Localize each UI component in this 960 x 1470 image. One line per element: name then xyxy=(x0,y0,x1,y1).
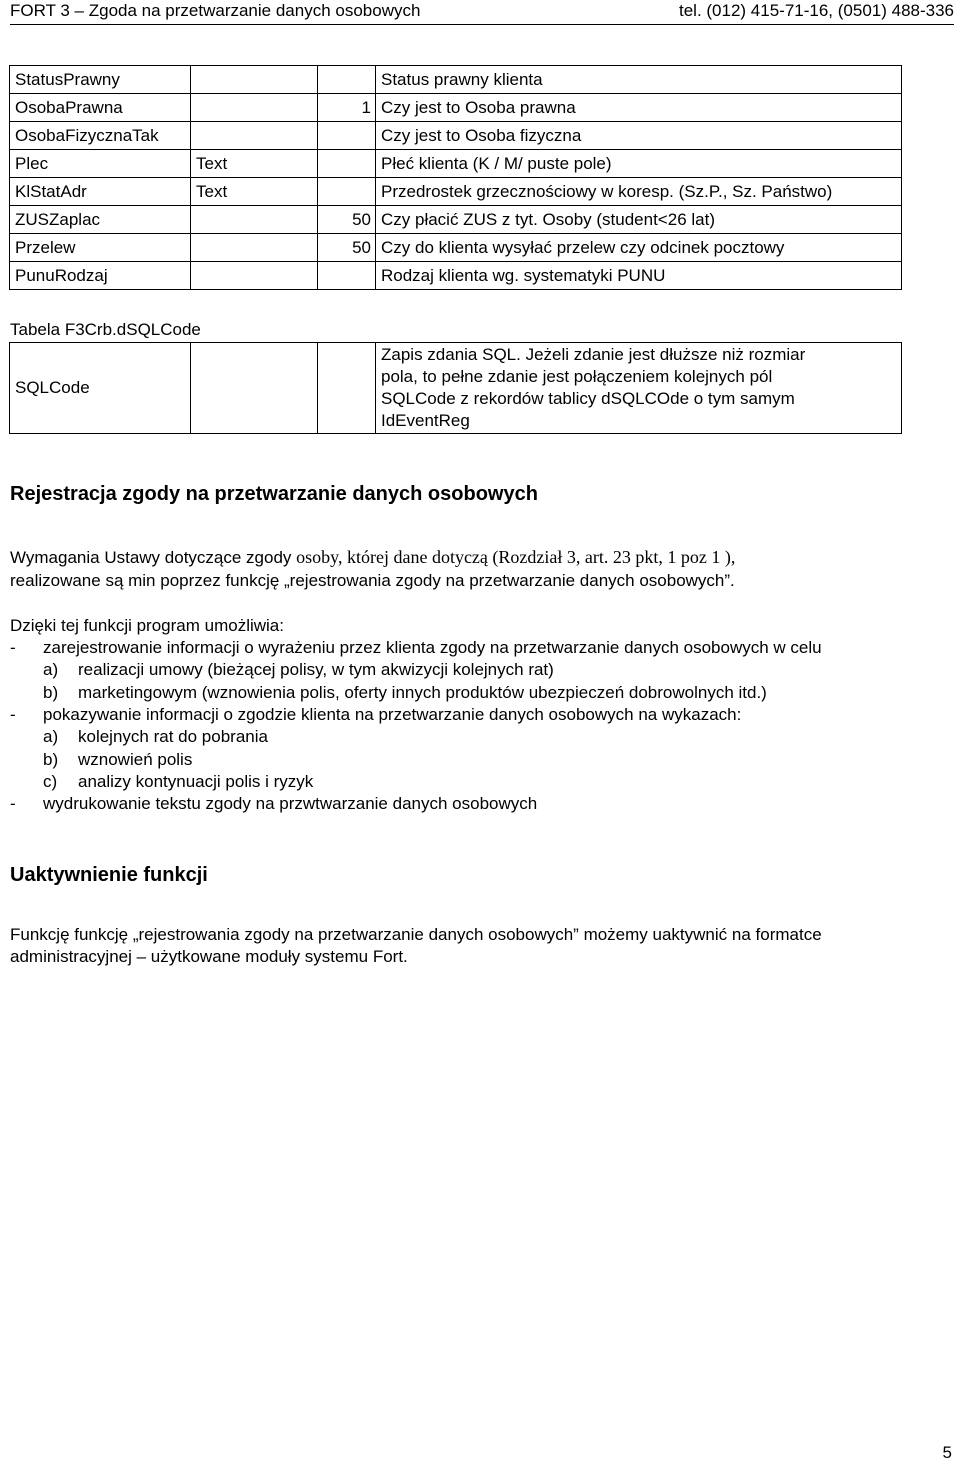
list-item-marker: - xyxy=(10,794,16,813)
field-type-cell xyxy=(191,122,318,150)
list-item-marker: b) xyxy=(43,750,59,769)
list-item-marker: b) xyxy=(43,683,59,702)
paragraph-text-serif: osoby, której dane dotyczą (Rozdział 3, art. 23 pkt, 1 poz 1 ), xyxy=(296,547,736,567)
list-item-marker: - xyxy=(10,638,16,657)
field-description-cell: Czy do klienta wysyłać przelew czy odcinek pocztowy xyxy=(376,234,902,262)
list-item: pokazywanie informacji o zgodzie klienta na przetwarzanie danych osobowych na wykazach: xyxy=(43,705,742,724)
field-name-cell: Przelew xyxy=(10,234,191,262)
field-description-cell: Czy płacić ZUS z tyt. Osoby (student<26 lat) xyxy=(376,206,902,234)
field-size-cell xyxy=(318,150,376,178)
field-name-cell: OsobaPrawna xyxy=(10,94,191,122)
sql-table-caption: Tabela F3Crb.dSQLCode xyxy=(10,320,201,339)
list-item: wznowień polis xyxy=(78,750,193,769)
list-item: zarejestrowanie informacji o wyrażeniu przez klienta zgody na przetwarzanie danych osobowych w celu xyxy=(43,638,822,657)
field-description-cell: Rodzaj klienta wg. systematyki PUNU xyxy=(376,262,902,290)
table-row xyxy=(10,94,902,122)
field-size-cell: 50 xyxy=(318,234,376,262)
description-line: Zapis zdania SQL. Jeżeli zdanie jest dłuższe niż rozmiar xyxy=(381,345,806,364)
paragraph-text: Wymagania Ustawy dotyczące zgody xyxy=(10,548,297,567)
section-heading-registration: Rejestracja zgody na przetwarzanie danych osobowych xyxy=(10,483,538,505)
field-name-cell: ZUSZaplac xyxy=(10,206,191,234)
header-title: FORT 3 – Zgoda na przetwarzanie danych osobowych xyxy=(10,1,421,20)
activation-paragraph-line2: administracyjnej – użytkowane moduły systemu Fort. xyxy=(10,947,408,966)
table-row xyxy=(10,343,902,434)
field-description-cell: Czy jest to Osoba fizyczna xyxy=(376,122,902,150)
field-name-cell: SQLCode xyxy=(10,343,191,434)
list-item-marker: a) xyxy=(43,727,59,746)
list-item: kolejnych rat do pobrania xyxy=(78,727,268,746)
table-row xyxy=(10,234,902,262)
field-name-cell: PunuRodzaj xyxy=(10,262,191,290)
field-size-cell xyxy=(318,178,376,206)
field-type-cell xyxy=(191,343,318,434)
fields-table xyxy=(9,65,902,290)
section-heading-activation: Uaktywnienie funkcji xyxy=(10,864,208,886)
list-item: analizy kontynuacji polis i ryzyk xyxy=(78,772,314,791)
field-type-cell xyxy=(191,262,318,290)
field-description-cell: Płeć klienta (K / M/ puste pole) xyxy=(376,150,902,178)
field-type-cell xyxy=(191,234,318,262)
field-description-cell: Status prawny klienta xyxy=(376,66,902,94)
list-item: realizacji umowy (bieżącej polisy, w tym akwizycji kolejnych rat) xyxy=(78,660,554,679)
page-number: 5 xyxy=(942,1443,952,1462)
table-row xyxy=(10,178,902,206)
paragraph-requirements-line1 xyxy=(10,546,735,569)
table-row xyxy=(10,122,902,150)
list-item-marker: - xyxy=(10,705,16,724)
field-size-cell xyxy=(318,262,376,290)
field-type-cell xyxy=(191,66,318,94)
field-size-cell xyxy=(318,122,376,150)
activation-paragraph-line1: Funkcję funkcję „rejestrowania zgody na przetwarzanie danych osobowych” możemy uaktywnić na formatce xyxy=(10,925,822,944)
field-name-cell: OsobaFizycznaTak xyxy=(10,122,191,150)
field-size-cell xyxy=(318,66,376,94)
field-name-cell: StatusPrawny xyxy=(10,66,191,94)
field-name-cell: KlStatAdr xyxy=(10,178,191,206)
field-type-cell xyxy=(191,206,318,234)
table-row xyxy=(10,206,902,234)
table-row xyxy=(10,150,902,178)
sql-table xyxy=(9,342,902,434)
table-row xyxy=(10,66,902,94)
field-type-cell xyxy=(191,94,318,122)
field-size-cell: 1 xyxy=(318,94,376,122)
list-item: wydrukowanie tekstu zgody na przwtwarzanie danych osobowych xyxy=(43,794,538,813)
field-type-cell: Text xyxy=(191,150,318,178)
field-type-cell: Text xyxy=(191,178,318,206)
list-item: marketingowym (wznowienia polis, oferty innych produktów ubezpieczeń dobrowolnych itd.) xyxy=(78,683,767,702)
field-description-cell: Przedrostek grzecznościowy w koresp. (Sz.P., Sz. Państwo) xyxy=(376,178,902,206)
features-intro: Dzięki tej funkcji program umożliwia: xyxy=(10,616,284,635)
table-row xyxy=(10,262,902,290)
description-line: pola, to pełne zdanie jest połączeniem kolejnych pól xyxy=(381,367,773,386)
page-header xyxy=(10,0,954,25)
list-item-marker: a) xyxy=(43,660,59,679)
field-size-cell xyxy=(318,343,376,434)
field-description-cell: Czy jest to Osoba prawna xyxy=(376,94,902,122)
description-line: IdEventReg xyxy=(381,411,470,430)
field-name-cell: Plec xyxy=(10,150,191,178)
paragraph-requirements-line2: realizowane są min poprzez funkcję „rejestrowania zgody na przetwarzanie danych osobowych”. xyxy=(10,571,735,590)
field-size-cell: 50 xyxy=(318,206,376,234)
description-line: SQLCode z rekordów tablicy dSQLCOde o tym samym xyxy=(381,389,795,408)
list-item-marker: c) xyxy=(43,772,58,791)
field-description-cell xyxy=(376,343,902,434)
header-phone: tel. (012) 415-71-16, (0501) 488-336 xyxy=(678,1,954,20)
